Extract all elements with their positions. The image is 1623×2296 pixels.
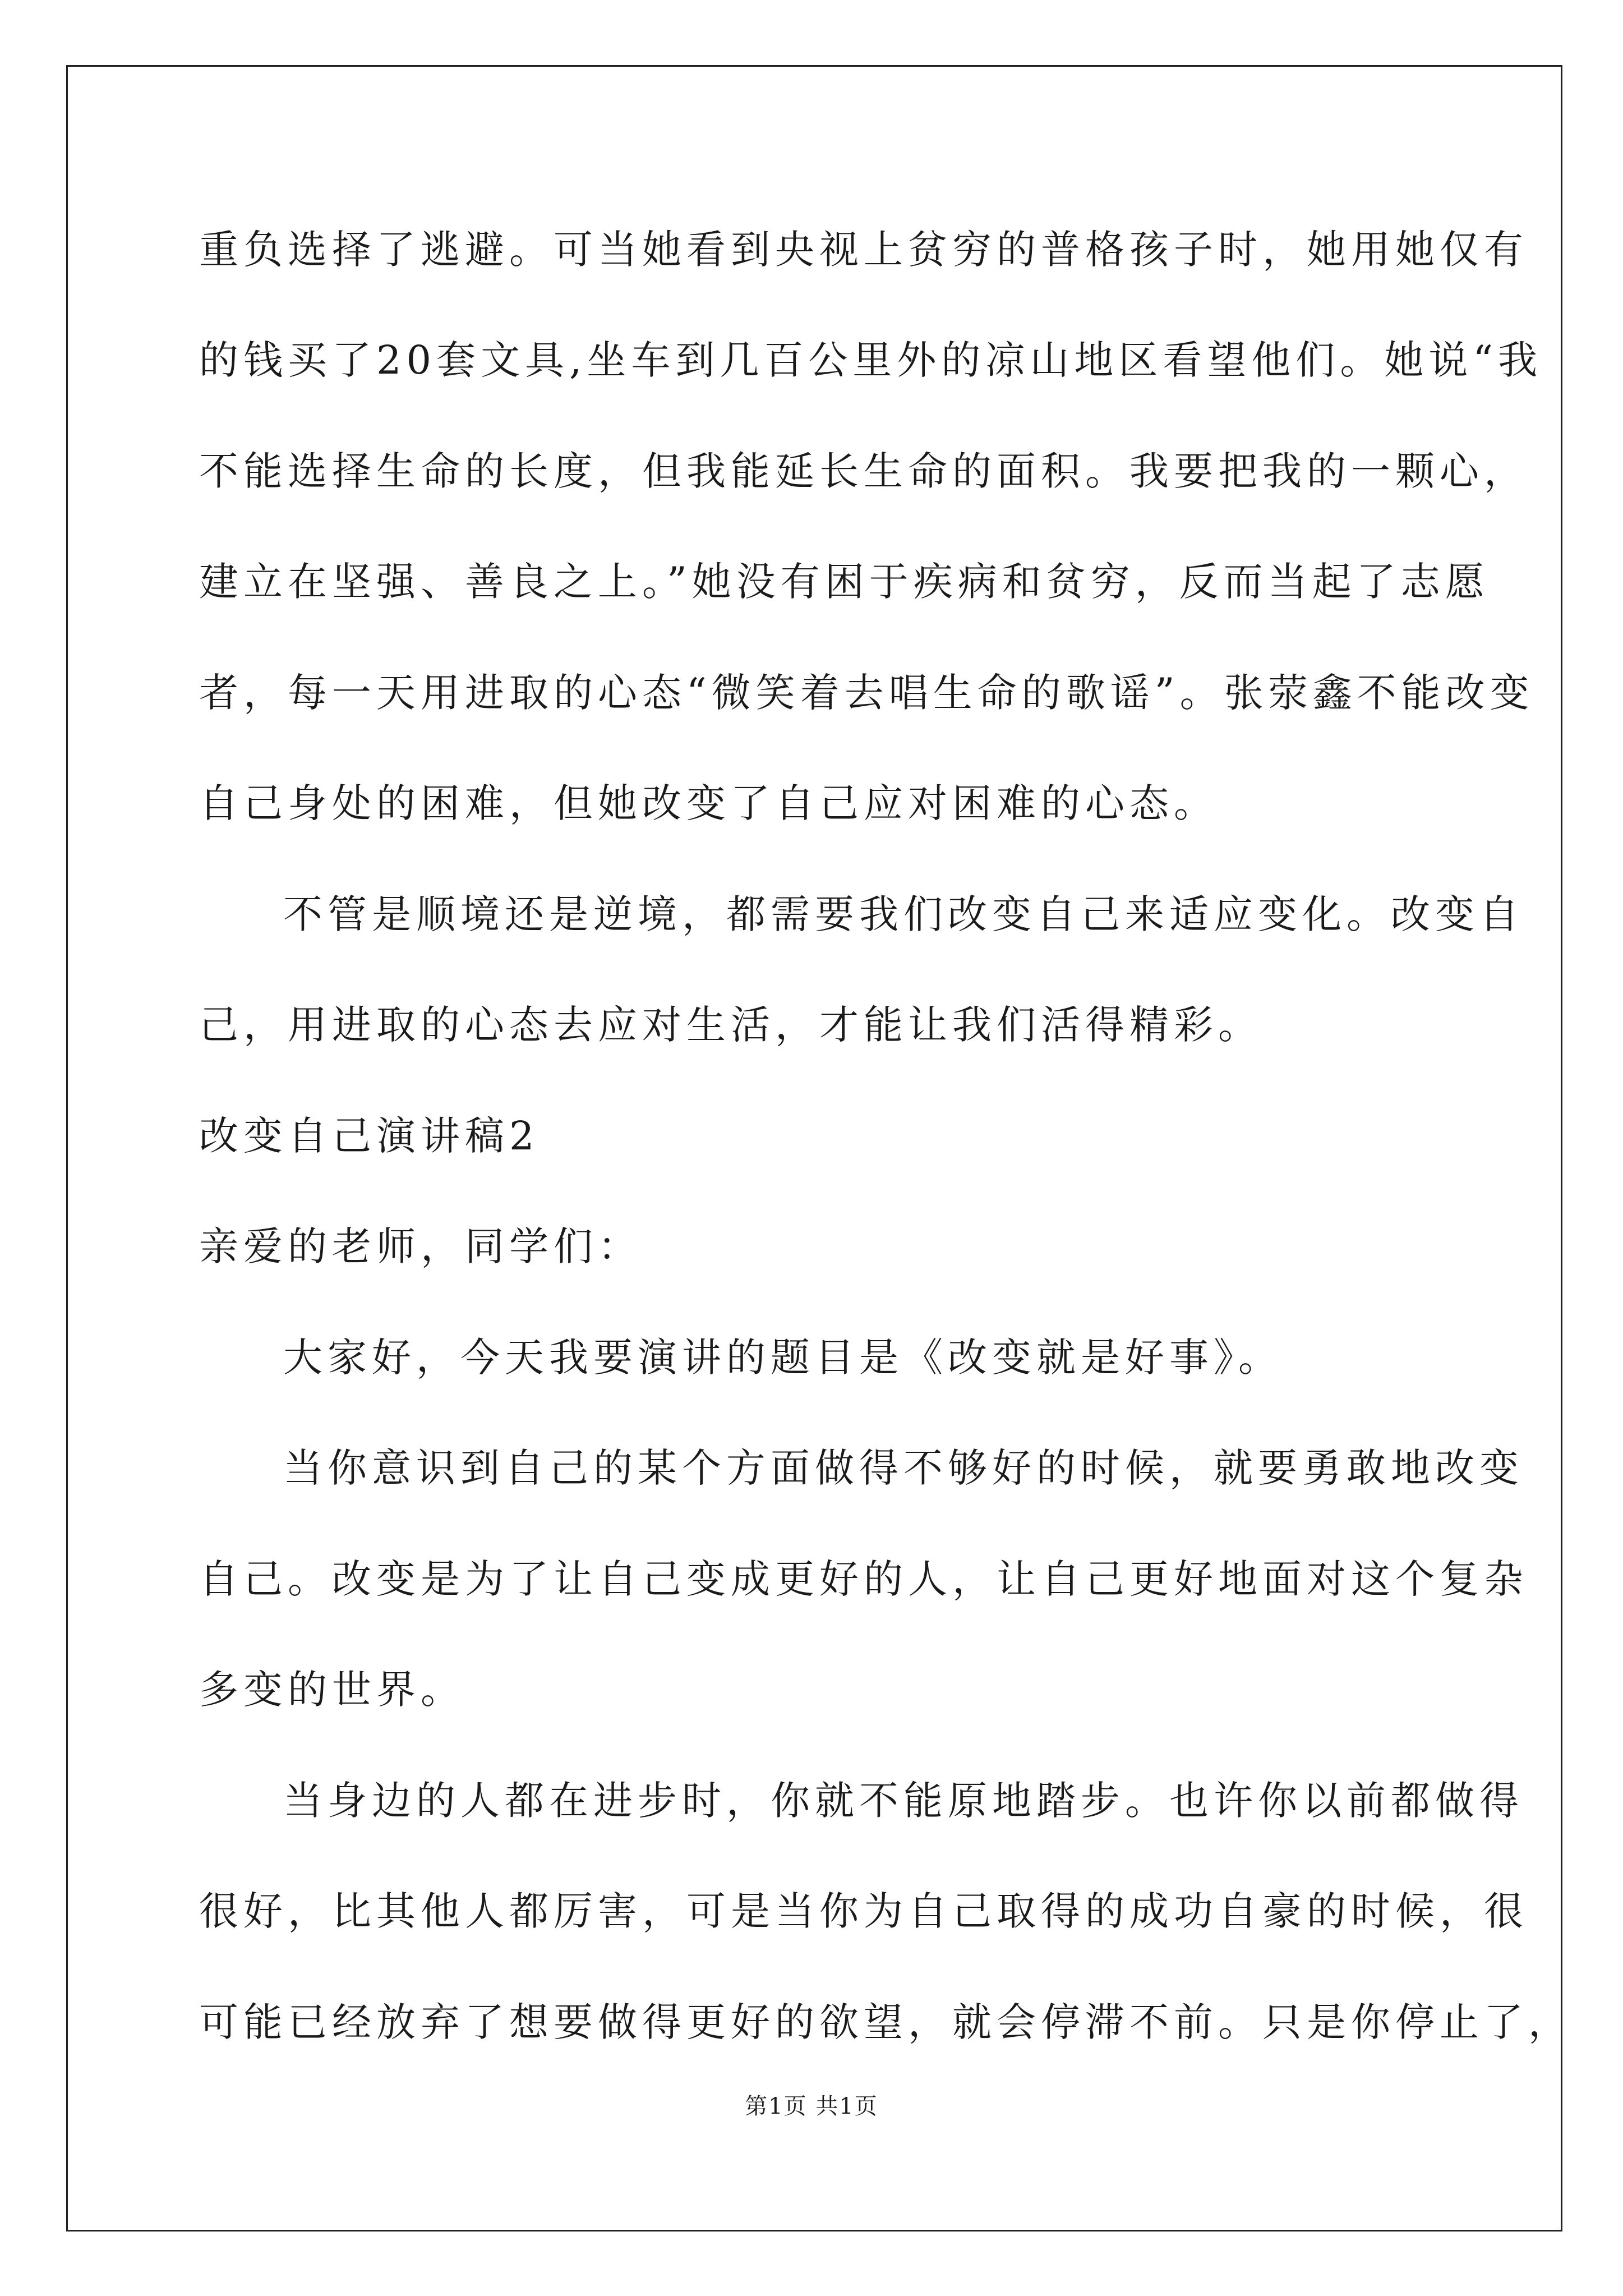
paragraph-start-line: 当你意识到自己的某个方面做得不够好的时候，就要勇敢地改变 [283,1445,1524,1491]
paragraph-start-line: 不管是顺境还是逆境，都需要我们改变自己来适应变化。改变自 [283,891,1524,937]
section-heading: 改变自己演讲稿2 [199,1113,540,1159]
paragraph-start-line: 当身边的人都在进步时，你就不能原地踏步。也许你以前都做得 [283,1778,1524,1824]
text-line: 自己。改变是为了让自己变成更好的人，让自己更好地面对这个复杂 [199,1556,1528,1602]
paragraph-start-line: 大家好，今天我要演讲的题目是《改变就是好事》。 [283,1335,1283,1381]
text-line: 很好，比其他人都厉害，可是当你为自己取得的成功自豪的时候，很 [199,1888,1528,1934]
text-line: 建立在坚强、善良之上。”她没有困于疾病和贫穷，反而当起了志愿 [199,559,1490,605]
page-footer: 第1页 共1页 [745,2093,878,2119]
text-line: 重负选择了逃避。可当她看到央视上贫穷的普格孩子时，她用她仅有 [199,227,1528,273]
text-line: 可能已经放弃了想要做得更好的欲望，就会停滞不前。只是你停止了， [199,1999,1573,2045]
text-line: 者，每一天用进取的心态“微笑着去唱生命的歌谣”。张荥鑫不能改变 [199,670,1534,716]
text-line: 的钱买了20套文具,坐车到几百公里外的凉山地区看望他们。她说“我 [199,337,1543,383]
salutation-line: 亲爱的老师，同学们： [199,1223,642,1269]
text-line: 不能选择生命的长度，但我能延长生命的面积。我要把我的一颗心， [199,448,1528,494]
text-line: 己，用进取的心态去应对生活，才能让我们活得精彩。 [199,1002,1262,1048]
text-line: 自己身处的困难，但她改变了自己应对困难的心态。 [199,780,1218,826]
text-line: 多变的世界。 [199,1667,465,1713]
